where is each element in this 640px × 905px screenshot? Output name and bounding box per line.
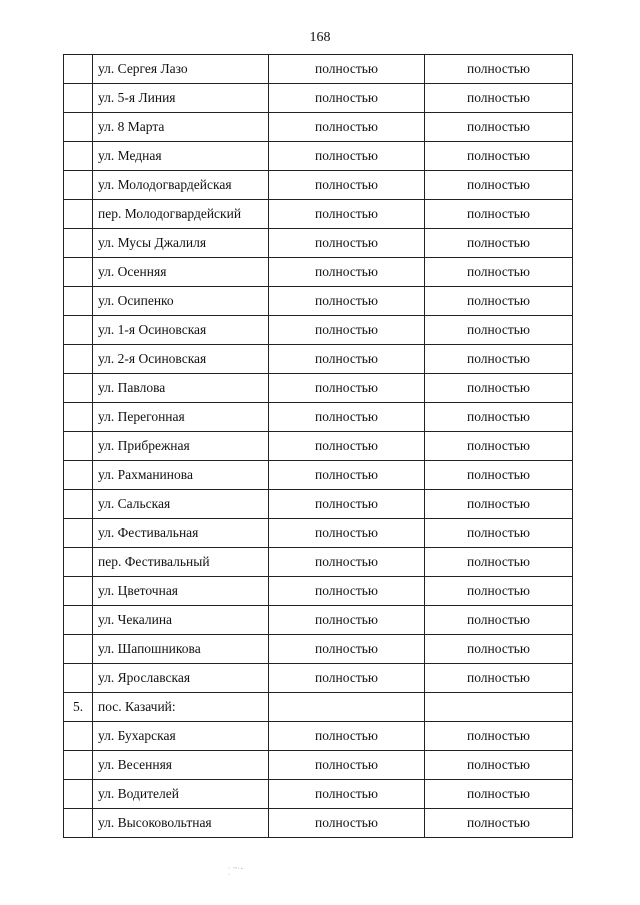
row-number (64, 316, 93, 345)
coverage-status-b: полностью (425, 345, 573, 374)
street-name: ул. 2-я Осиновская (93, 345, 269, 374)
row-number (64, 403, 93, 432)
coverage-status-b: полностью (425, 84, 573, 113)
table-row (64, 490, 573, 519)
coverage-status-a: полностью (269, 548, 425, 577)
row-number (64, 519, 93, 548)
row-number (64, 113, 93, 142)
table-row (64, 287, 573, 316)
row-number (64, 229, 93, 258)
table-row (64, 200, 573, 229)
coverage-status-a: полностью (269, 490, 425, 519)
table-body (64, 55, 573, 838)
table-row (64, 403, 573, 432)
coverage-status-a: полностью (269, 55, 425, 84)
row-number (64, 84, 93, 113)
row-number (64, 809, 93, 838)
row-number (64, 258, 93, 287)
coverage-status-a: полностью (269, 403, 425, 432)
coverage-status-a: полностью (269, 780, 425, 809)
street-name: ул. 1-я Осиновская (93, 316, 269, 345)
row-number (64, 287, 93, 316)
table-row (64, 142, 573, 171)
coverage-status-a: полностью (269, 432, 425, 461)
coverage-status-b: полностью (425, 403, 573, 432)
table-row (64, 606, 573, 635)
street-name: ул. Водителей (93, 780, 269, 809)
street-name: ул. Перегонная (93, 403, 269, 432)
street-name: ул. Бухарская (93, 722, 269, 751)
row-number (64, 606, 93, 635)
scan-mark: · ~·- · (228, 866, 244, 878)
coverage-status-a: полностью (269, 345, 425, 374)
street-name: ул. Медная (93, 142, 269, 171)
coverage-status-b: полностью (425, 287, 573, 316)
street-name: ул. Весенняя (93, 751, 269, 780)
street-name: ул. Шапошникова (93, 635, 269, 664)
street-name: ул. Цветочная (93, 577, 269, 606)
table-row (64, 258, 573, 287)
row-number (64, 490, 93, 519)
table-row (64, 809, 573, 838)
street-name: ул. Осипенко (93, 287, 269, 316)
coverage-status-a: полностью (269, 519, 425, 548)
table-row (64, 113, 573, 142)
coverage-status-b: полностью (425, 200, 573, 229)
row-number (64, 345, 93, 374)
table-row (64, 345, 573, 374)
coverage-status-b: полностью (425, 577, 573, 606)
coverage-status-a: полностью (269, 287, 425, 316)
page-number: 168 (309, 30, 331, 45)
street-name: ул. Сергея Лазо (93, 55, 269, 84)
table-row (64, 432, 573, 461)
table-row (64, 780, 573, 809)
row-number (64, 722, 93, 751)
coverage-status-a: полностью (269, 461, 425, 490)
coverage-status-a: полностью (269, 200, 425, 229)
street-name: пер. Фестивальный (93, 548, 269, 577)
street-name: ул. 5-я Линия (93, 84, 269, 113)
coverage-status-b: полностью (425, 55, 573, 84)
coverage-status-b: полностью (425, 316, 573, 345)
table-row (64, 722, 573, 751)
coverage-status-b: полностью (425, 751, 573, 780)
table-row (64, 84, 573, 113)
street-name: ул. Мусы Джалиля (93, 229, 269, 258)
coverage-status-a: полностью (269, 577, 425, 606)
coverage-status-b: полностью (425, 722, 573, 751)
row-number (64, 548, 93, 577)
table-section-row (64, 693, 573, 722)
coverage-status-b: полностью (425, 113, 573, 142)
coverage-status-b: полностью (425, 780, 573, 809)
coverage-status-b: полностью (425, 606, 573, 635)
coverage-status-a: полностью (269, 635, 425, 664)
row-number (64, 55, 93, 84)
row-number (64, 374, 93, 403)
coverage-status-b: полностью (425, 809, 573, 838)
coverage-status-b: полностью (425, 229, 573, 258)
table-row (64, 635, 573, 664)
row-number (64, 780, 93, 809)
table-row (64, 664, 573, 693)
street-name: ул. Павлова (93, 374, 269, 403)
coverage-status-b: полностью (425, 171, 573, 200)
row-number (64, 751, 93, 780)
row-number (64, 200, 93, 229)
row-number (64, 142, 93, 171)
table-row (64, 374, 573, 403)
coverage-status-a: полностью (269, 374, 425, 403)
street-registry-table (63, 54, 573, 838)
street-name: ул. Сальская (93, 490, 269, 519)
coverage-status-a: полностью (269, 258, 425, 287)
coverage-status-b: полностью (425, 490, 573, 519)
coverage-status-b: полностью (425, 461, 573, 490)
coverage-status-b: полностью (425, 258, 573, 287)
street-name: пер. Молодогвардейский (93, 200, 269, 229)
street-name: ул. Ярославская (93, 664, 269, 693)
table-row (64, 548, 573, 577)
street-name: ул. 8 Марта (93, 113, 269, 142)
coverage-status-b: полностью (425, 432, 573, 461)
table-row (64, 461, 573, 490)
street-name: ул. Осенняя (93, 258, 269, 287)
coverage-status-a: полностью (269, 751, 425, 780)
coverage-status-a: полностью (269, 84, 425, 113)
coverage-status-a: полностью (269, 316, 425, 345)
table-row (64, 229, 573, 258)
coverage-status-a: полностью (269, 171, 425, 200)
table-row (64, 751, 573, 780)
coverage-status-b: полностью (425, 548, 573, 577)
row-number (64, 577, 93, 606)
row-number: 5. (64, 693, 93, 722)
coverage-status-a: полностью (269, 142, 425, 171)
table-row (64, 519, 573, 548)
street-name: пос. Казачий: (93, 693, 269, 722)
coverage-status-a: полностью (269, 229, 425, 258)
street-name: ул. Прибрежная (93, 432, 269, 461)
table-row (64, 577, 573, 606)
street-name: ул. Высоковольтная (93, 809, 269, 838)
street-name: ул. Фестивальная (93, 519, 269, 548)
row-number (64, 664, 93, 693)
table-row (64, 55, 573, 84)
coverage-status-a: полностью (269, 722, 425, 751)
street-name: ул. Рахманинова (93, 461, 269, 490)
coverage-status-a: полностью (269, 664, 425, 693)
row-number (64, 461, 93, 490)
row-number (64, 635, 93, 664)
coverage-status-b: полностью (425, 142, 573, 171)
coverage-status-a: полностью (269, 809, 425, 838)
row-number (64, 171, 93, 200)
coverage-status-a (269, 693, 425, 722)
table-row (64, 316, 573, 345)
table-row (64, 171, 573, 200)
coverage-status-a: полностью (269, 113, 425, 142)
coverage-status-b: полностью (425, 664, 573, 693)
coverage-status-b (425, 693, 573, 722)
street-name: ул. Чекалина (93, 606, 269, 635)
coverage-status-b: полностью (425, 519, 573, 548)
row-number (64, 432, 93, 461)
street-name: ул. Молодогвардейская (93, 171, 269, 200)
coverage-status-b: полностью (425, 374, 573, 403)
coverage-status-a: полностью (269, 606, 425, 635)
coverage-status-b: полностью (425, 635, 573, 664)
